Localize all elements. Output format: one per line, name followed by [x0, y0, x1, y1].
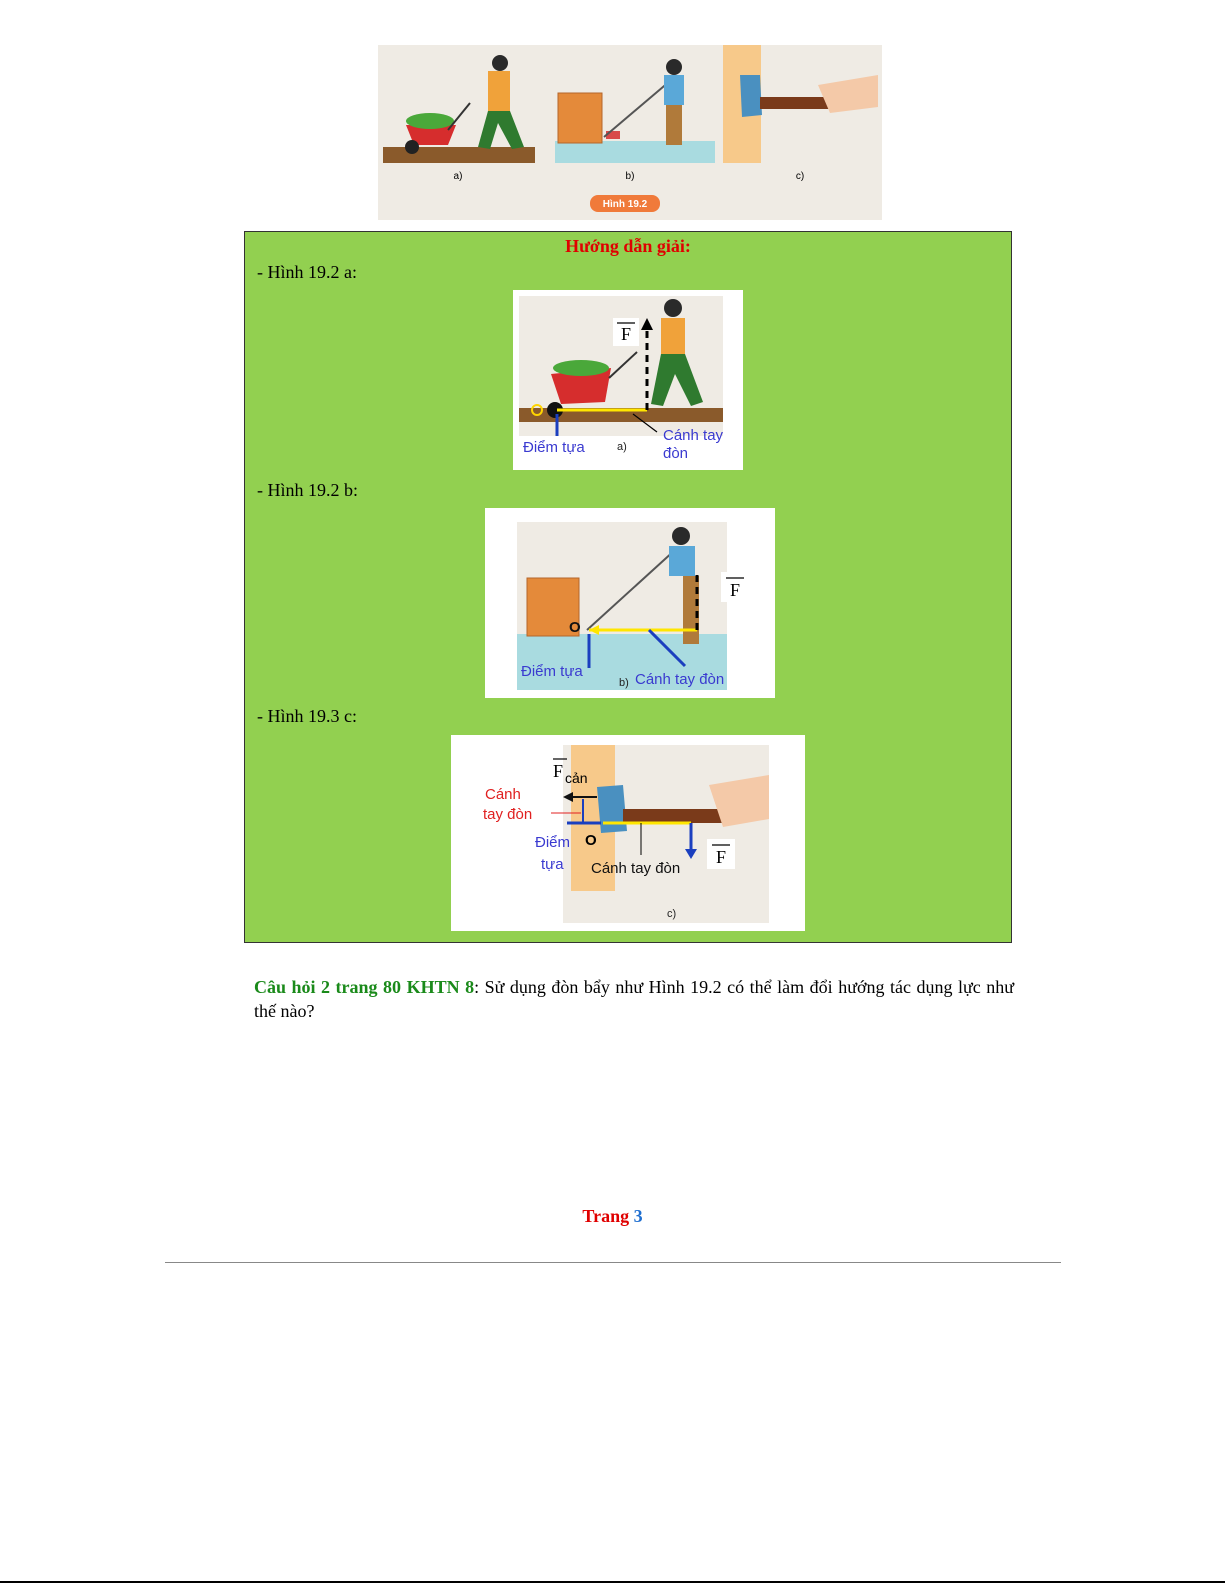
arm-label-line2: đòn — [663, 445, 689, 462]
footer-word: Trang — [582, 1206, 630, 1226]
solution-heading: Hướng dẫn giải: — [565, 236, 691, 256]
solution-box — [244, 231, 1012, 943]
footer-page-number: 3 — [633, 1206, 643, 1226]
question-paragraph — [254, 975, 1014, 1023]
item-label-a: - Hình 19.2 a: — [257, 262, 357, 282]
item-label-c: - Hình 19.3 c: — [257, 706, 357, 726]
fulcrum-label: Điểm tựa — [523, 439, 585, 456]
resist-force-label: F — [553, 761, 564, 781]
force-label-b: F — [729, 580, 741, 600]
fulcrum-point-c: O — [585, 832, 597, 849]
fulcrum-label-b: Điểm tựa — [521, 663, 583, 680]
figure-caption: Hình 19.2 — [602, 199, 648, 210]
arm-label-line1: Cánh tay — [663, 427, 724, 444]
figure-c-annotated — [451, 735, 805, 931]
page-footer — [0, 1206, 1225, 1227]
sub-label-c: c) — [795, 171, 805, 182]
question-text: : Sử dụng đòn bẩy như Hình 19.2 có thể làm đổi hướng tác dụng lực như thế nào? — [254, 977, 1014, 1021]
page-bottom-edge — [0, 1581, 1225, 1583]
figure-b-annotated — [485, 508, 775, 698]
crate-lever-illustration — [555, 59, 715, 163]
figure-19-2 — [378, 45, 882, 220]
fulcrum-label-c1: Điểm — [535, 834, 571, 851]
figure-a-annotated — [513, 290, 743, 470]
arm-left-line1: Cánh — [485, 786, 521, 803]
sub-label-a: a) — [453, 171, 463, 182]
footer-rule — [165, 1262, 1061, 1263]
sub-label-c2: c) — [667, 908, 677, 920]
item-label-b: - Hình 19.2 b: — [257, 480, 358, 500]
hammer-illustration — [723, 45, 878, 163]
question-label: Câu hỏi 2 trang 80 KHTN 8 — [254, 977, 475, 997]
arm-left-line2: tay đòn — [483, 806, 533, 823]
arm-label-c: Cánh tay đòn — [591, 860, 681, 877]
sub-label-b: b) — [625, 171, 635, 182]
force-label: F — [620, 324, 632, 344]
wheelbarrow-illustration — [383, 55, 535, 163]
force-label-c: F — [715, 847, 727, 867]
resist-force-sub: cản — [565, 770, 588, 786]
sub-label-b2: b) — [619, 677, 629, 689]
fulcrum-point-b: O — [569, 619, 581, 636]
sub-label-a2: a) — [617, 441, 627, 453]
arm-label-b: Cánh tay đòn — [635, 671, 725, 688]
fulcrum-label-c2: tựa — [541, 856, 564, 873]
